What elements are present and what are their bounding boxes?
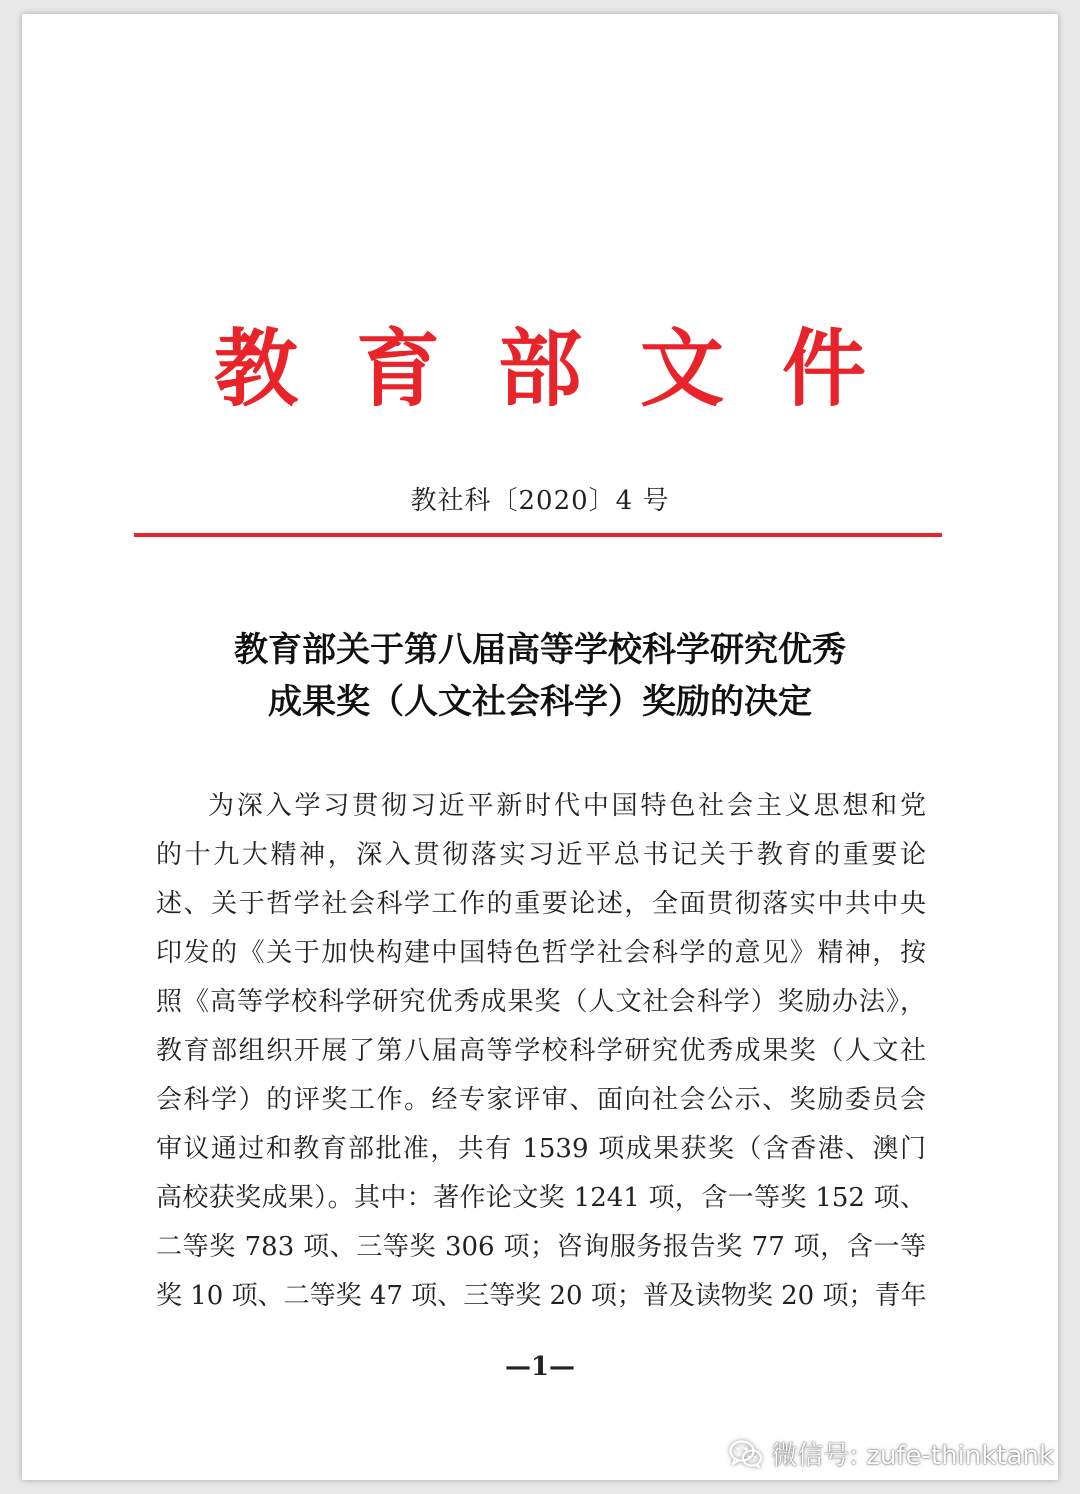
body-line: 印发的《关于加快构建中国特色哲学社会科学的意见》精神，按: [156, 938, 926, 968]
red-divider: [134, 533, 942, 537]
body-line: 的十九大精神，深入贯彻落实习近平总书记关于教育的重要论: [156, 840, 926, 870]
title-line: 教育部关于第八届高等学校科学研究优秀: [234, 630, 846, 670]
document-header-title: 教育部文件: [213, 319, 924, 418]
wechat-watermark: [729, 1435, 1054, 1472]
document-body: [156, 782, 926, 1321]
body-line: 高校获奖成果）。其中：著作论文奖 1241 项，含一等奖 152 项、: [156, 1183, 926, 1213]
document-title: [82, 624, 998, 728]
body-line: 照《高等学校科学研究优秀成果奖（人文社会科学）奖励办法》，: [156, 987, 926, 1017]
body-line: 会科学）的评奖工作。经专家评审、面向社会公示、奖励委员会: [156, 1085, 926, 1115]
body-line: 二等奖 783 项、三等奖 306 项；咨询服务报告奖 77 项，含一等: [156, 1232, 926, 1262]
wechat-icon: [729, 1439, 763, 1469]
body-line: 述、关于哲学社会科学工作的重要论述，全面贯彻落实中共中央: [156, 889, 926, 919]
title-line: 成果奖（人文社会科学）奖励的决定: [268, 682, 812, 722]
page-number: —1—: [504, 1352, 576, 1382]
document-number: 教社科〔2020〕4 号: [410, 486, 670, 516]
body-line: 教育部组织开展了第八届高等学校科学研究优秀成果奖（人文社: [156, 1036, 926, 1066]
body-line: 为深入学习贯彻习近平新时代中国特色社会主义思想和党: [208, 791, 926, 821]
watermark-text: 微信号: zufe-thinktank: [771, 1441, 1054, 1471]
document-page: [22, 14, 1058, 1480]
body-line: 奖 10 项、二等奖 47 项、三等奖 20 项；普及读物奖 20 项；青年: [156, 1281, 927, 1311]
body-line: 审议通过和教育部批准，共有 1539 项成果获奖（含香港、澳门: [156, 1134, 926, 1164]
